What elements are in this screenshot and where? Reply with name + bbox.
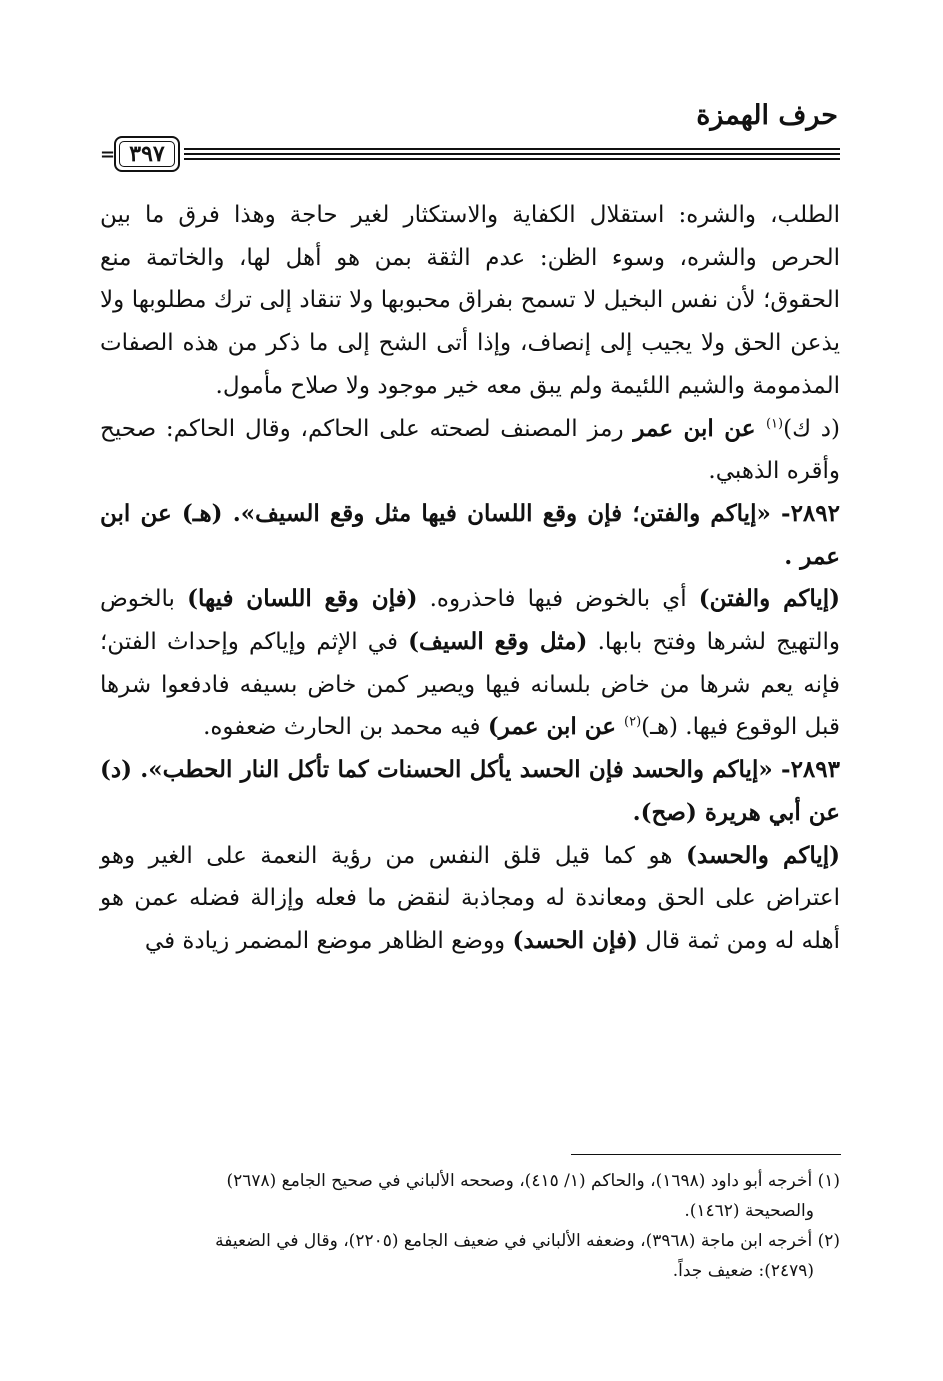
footnote-separator [571, 1154, 841, 1155]
footnote-1-continued: والصحيحة (١٤٦٢). [684, 1201, 814, 1221]
paragraph-text: هو كما قيل قلق النفس من رؤية النعمة على الغير وهو اعتراض على الحق ومعاندة له ومجاذبة لنقض ما فعله وإزالة فضله عمن هو أهله له ومن ثمة قال [100, 842, 840, 954]
rule-end-mark: = [100, 144, 116, 165]
page-number-box [114, 136, 180, 172]
quoted-phrase: (فإن الحسد) [512, 926, 638, 954]
narrator: عن ابن عمر [633, 414, 766, 442]
paragraph-text: في الإثم وإياكم وإحداث الفتن؛ فإنه يعم شرها من خاض بلسانه فيها ويصير كمن خاض بسيفه فادفعوا شرها قبل الوقوع فيها. (هـ) [100, 629, 840, 741]
hadith-2892: ٢٨٩٢- «إياكم والفتن؛ فإن وقع اللسان فيها مثل وقع السيف». (هـ) عن ابن عمر . [100, 499, 840, 570]
quoted-phrase: (إياكم والحسد) [686, 841, 840, 869]
header-rule-line [184, 148, 840, 150]
footnote-ref[interactable]: (٢) [624, 714, 642, 730]
header-rule-line [184, 158, 840, 160]
paragraph-text: رمز المصنف لصحته على الحاكم، وقال الحاكم: صحيح وأقره الذهبي. [100, 415, 840, 485]
running-header-title: حرف الهمزة [696, 100, 838, 131]
quoted-phrase: (مثل وقع السيف) [408, 628, 588, 656]
narrator: عن ابن عمر) [487, 713, 625, 741]
paragraph-text: الطلب، والشره: استقلال الكفاية والاستكثار لغير حاجة وهذا فرق ما بين الحرص والشره، وسوء الظن: عدم الثقة بمن هو أهل لها، والخاتمة منع الحقوق؛ لأن نفس البخيل لا تسمح بفراق محبوبها ولا تنقاد إلى ترك مطلوبها ولا يذعن الحق ولا يجيب إلى إنصاف، وإذا أتى الشح إلى ما ذكر من هذه الصفات المذمومة والشيم اللئيمة ولم يبق معه خير موجود ولا صلاح مأمول. [100, 202, 840, 399]
header-rule-line [184, 153, 840, 155]
paragraph [100, 194, 840, 408]
paragraph-text: ووضع الظاهر موضع المضمر زيادة في [144, 927, 513, 954]
footnote-ref[interactable]: (١) [765, 415, 784, 431]
footnotes [100, 1166, 840, 1286]
header-rule [100, 136, 840, 178]
quoted-phrase: (إياكم والفتن) [698, 585, 841, 613]
footnote-1: (١) أخرجه أبو داود (١٦٩٨)، والحاكم (١/ ٤١٥)، وصححه الألباني في صحيح الجامع (٢٦٧٨) [226, 1171, 840, 1191]
hadith-2893: ٢٨٩٣- «إياكم والحسد فإن الحسد يأكل الحسنات كما تأكل النار الحطب». (د) عن أبي هريرة (صح). [100, 756, 840, 826]
paragraph [100, 578, 840, 749]
footnote-2-continued: (٢٤٧٩): ضعيف جداً. [672, 1261, 814, 1281]
paragraph-text: فيه محمد بن الحارث ضعفوه. [203, 714, 488, 741]
footnote-2: (٢) أخرجه ابن ماجة (٣٩٦٨)، وضعفه الألباني في ضعيف الجامع (٢٢٠٥)، وقال في الضعيفة [215, 1231, 840, 1251]
paragraph [100, 408, 840, 493]
paragraph-text: أي بالخوض فيها فاحذروه. [417, 586, 699, 613]
paragraph [100, 835, 840, 963]
page-number: ٣٩٧ [119, 141, 175, 167]
paragraph-text: بالخوض والتهيج لشرها وفتح بابها. [100, 586, 840, 656]
main-text [100, 194, 840, 963]
quoted-phrase: (فإن وقع اللسان فيها) [187, 585, 418, 613]
source-code: (د ك) [783, 415, 840, 442]
